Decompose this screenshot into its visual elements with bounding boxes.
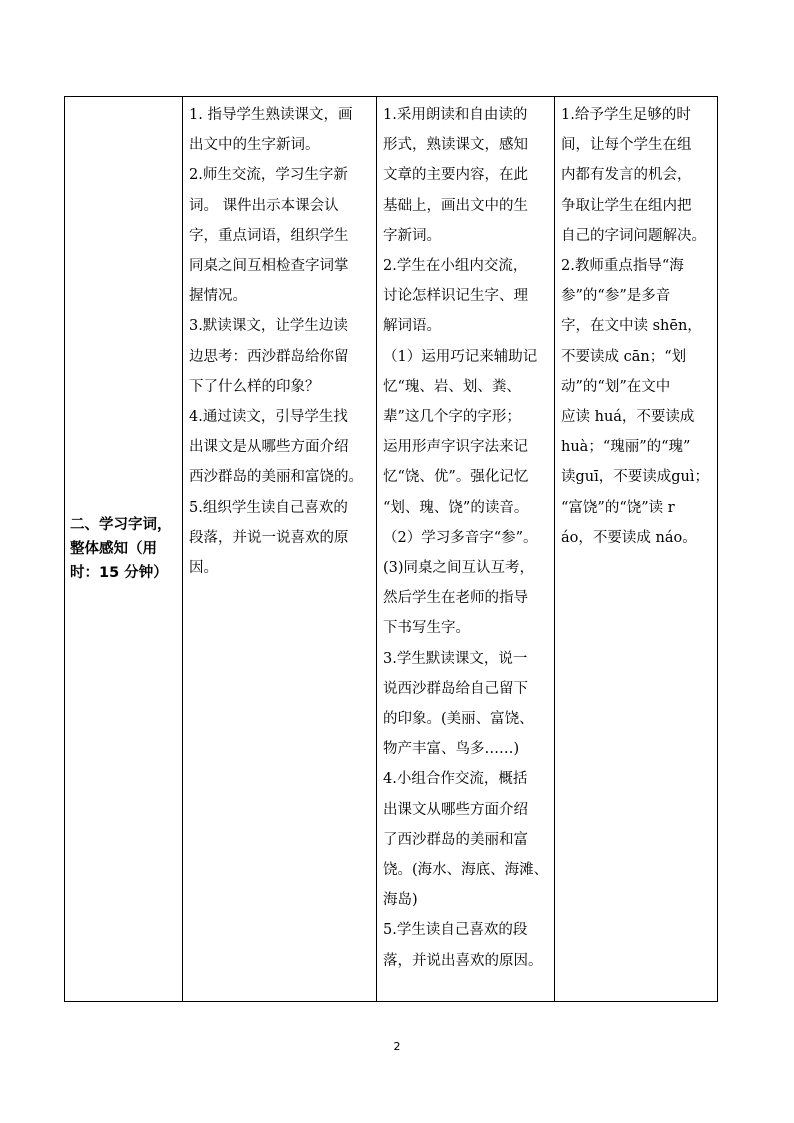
text-line: 出文中的生字新词。 xyxy=(189,137,320,154)
stage-label-line: 整体感知（用 xyxy=(70,541,157,557)
text-line: 动”的“划”在文中 xyxy=(561,378,671,395)
text-line: 下书写生字。 xyxy=(383,620,470,637)
stage-label-line: 时：15 分钟） xyxy=(70,565,168,581)
text-line: 内都有发言的机会， xyxy=(561,167,692,184)
text-line: 同桌之间互相检查字词掌 xyxy=(189,258,349,275)
text-line: 参”的“参”是多音 xyxy=(561,288,671,305)
text-line: 字新词。 xyxy=(383,227,441,244)
stage-label-line: 二、学习字词， xyxy=(70,517,172,533)
text-line: 出课文是从哪些方面介绍 xyxy=(189,439,349,456)
text-line: “富饶”的“饶”读 r xyxy=(561,499,675,516)
text-line: 4.小组合作交流，概括 xyxy=(383,771,528,788)
text-line: 不要读成 cān；“划 xyxy=(561,348,687,365)
text-line: 基础上，画出文中的生 xyxy=(383,197,528,214)
text-line: 5.组织学生读自己喜欢的 xyxy=(189,499,348,516)
text-line: 自己的字词问题解决。 xyxy=(561,227,706,244)
stage-cell xyxy=(65,97,183,1002)
text-line: 握情况。 xyxy=(189,288,247,305)
text-line: 词。 课件出示本课会认 xyxy=(189,197,339,214)
text-line: 字，重点词语，组织学生 xyxy=(189,227,349,244)
text-line: 西沙群岛的美丽和富饶的。 xyxy=(189,469,363,486)
text-line: 边思考：西沙群岛给你留 xyxy=(189,348,349,365)
teacher-activity-text xyxy=(183,97,376,583)
text-line: 3.默读课文，让学生边读 xyxy=(189,318,348,335)
text-line: 段落，并说一说喜欢的原 xyxy=(189,529,349,546)
text-line: 了西沙群岛的美丽和富 xyxy=(383,831,528,848)
text-line: 下了什么样的印象？ xyxy=(189,378,320,395)
text-line: （1）运用巧记来辅助记 xyxy=(383,348,538,365)
text-line: 字，在文中读 shēn， xyxy=(561,318,702,335)
text-line: 忆“饶、优”。强化记忆 xyxy=(383,469,529,486)
text-line: 1.给予学生足够的时 xyxy=(561,107,691,123)
text-line: 忆“瑰、岩、划、粪、 xyxy=(383,378,521,395)
text-line: 文章的主要内容，在此 xyxy=(383,167,528,184)
design-intent-text xyxy=(555,97,717,553)
text-line: 2.师生交流，学习生字新 xyxy=(189,167,348,184)
text-line: 形式，熟读课文，感知 xyxy=(383,137,528,154)
text-line: “划、瑰、饶”的读音。 xyxy=(383,499,529,516)
text-line: 因。 xyxy=(189,560,218,577)
text-line: 饶。(海水、海底、海滩、 xyxy=(383,862,549,879)
text-line: （2）学习多音字“参”。 xyxy=(383,529,538,546)
text-line: huà；“瑰丽”的“瑰” xyxy=(561,439,691,456)
text-line: 运用形声字识字法来记 xyxy=(383,439,528,456)
text-line: 说西沙群岛给自己留下 xyxy=(383,680,528,697)
text-line: 2.学生在小组内交流， xyxy=(383,258,528,275)
text-line: (3)同桌之间互认互考， xyxy=(383,560,535,577)
text-line: 的印象。(美丽、富饶、 xyxy=(383,711,534,728)
teacher-activity-cell xyxy=(183,97,377,1002)
page-number: 2 xyxy=(393,1040,401,1053)
text-line: 读guī，不要读成guì； xyxy=(561,469,710,486)
lesson-plan-table xyxy=(64,96,718,1002)
text-line: 应读 huá，不要读成 xyxy=(561,409,695,426)
text-line: 讨论怎样识记生字、理 xyxy=(383,288,528,305)
text-line: 出课文从哪些方面介绍 xyxy=(383,801,528,818)
student-activity-cell xyxy=(377,97,555,1002)
text-line: 间，让每个学生在组 xyxy=(561,137,692,154)
text-line: 物产丰富、鸟多……) xyxy=(383,741,520,758)
stage-label xyxy=(65,513,182,585)
text-line: 5.学生读自己喜欢的段 xyxy=(383,922,528,939)
text-line: 2.教师重点指导“海 xyxy=(561,258,684,275)
text-line: 然后学生在老师的指导 xyxy=(383,590,528,607)
text-line: 1. 指导学生熟读课文，画 xyxy=(189,107,353,123)
text-line: 1.采用朗读和自由读的 xyxy=(383,107,528,123)
text-line: áo，不要读成 náo。 xyxy=(561,529,697,546)
table-row xyxy=(65,97,718,1002)
text-line: 海岛) xyxy=(383,892,418,909)
text-line: 解词语。 xyxy=(383,318,441,335)
text-line: 争取让学生在组内把 xyxy=(561,197,692,214)
design-intent-cell xyxy=(555,97,718,1002)
text-line: 3.学生默读课文，说一 xyxy=(383,650,528,667)
student-activity-text xyxy=(377,97,554,976)
text-line: 落，并说出喜欢的原因。 xyxy=(383,952,543,969)
text-line: 4.通过读文，引导学生找 xyxy=(189,409,348,426)
text-line: 辈”这几个字的字形； xyxy=(383,409,521,426)
